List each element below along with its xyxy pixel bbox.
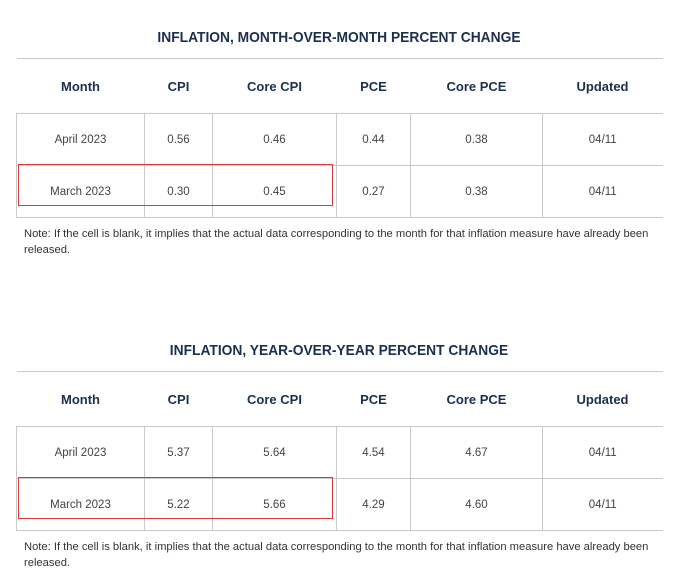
cell-pce: 0.44	[337, 114, 411, 166]
cell-cpi: 0.56	[145, 114, 213, 166]
yoy-header-row	[17, 372, 663, 427]
cell-core-cpi: 5.66	[213, 479, 337, 531]
cell-month: April 2023	[17, 114, 145, 166]
cell-pce: 0.27	[337, 166, 411, 218]
col-header-core-pce: Core PCE	[411, 372, 543, 427]
mom-highlight-box	[18, 164, 333, 206]
cell-core-pce: 4.67	[411, 427, 543, 479]
col-header-month: Month	[17, 59, 145, 114]
col-header-month: Month	[17, 372, 145, 427]
yoy-highlight-box	[18, 477, 333, 519]
mom-title: INFLATION, MONTH-OVER-MONTH PERCENT CHANGE	[157, 29, 521, 46]
cell-pce: 4.29	[337, 479, 411, 531]
col-header-updated: Updated	[543, 372, 663, 427]
cell-core-pce: 0.38	[411, 166, 543, 218]
cell-core-cpi: 0.46	[213, 114, 337, 166]
cell-core-cpi: 0.45	[213, 166, 337, 218]
cell-core-pce: 0.38	[411, 114, 543, 166]
col-header-cpi: CPI	[145, 372, 213, 427]
col-header-cpi: CPI	[145, 59, 213, 114]
cell-cpi: 5.37	[145, 427, 213, 479]
yoy-section	[16, 313, 662, 583]
mom-note: Note: If the cell is blank, it implies that the actual data corresponding to the month for that inflation measure have already been released.	[24, 228, 649, 256]
cell-pce: 4.54	[337, 427, 411, 479]
table-row	[17, 114, 663, 166]
cell-month: March 2023	[17, 479, 145, 531]
col-header-core-cpi: Core CPI	[213, 59, 337, 114]
col-header-updated: Updated	[543, 59, 663, 114]
yoy-title: INFLATION, YEAR-OVER-YEAR PERCENT CHANGE	[169, 342, 509, 359]
cell-month: March 2023	[17, 166, 145, 218]
mom-section	[16, 0, 662, 270]
mom-header-row	[17, 59, 663, 114]
cell-updated: 04/11	[543, 479, 663, 531]
cell-core-pce: 4.60	[411, 479, 543, 531]
table-row	[17, 427, 663, 479]
col-header-pce: PCE	[337, 372, 411, 427]
col-header-core-cpi: Core CPI	[213, 372, 337, 427]
cell-month: April 2023	[17, 427, 145, 479]
cell-updated: 04/11	[543, 166, 663, 218]
col-header-core-pce: Core PCE	[411, 59, 543, 114]
cell-cpi: 5.22	[145, 479, 213, 531]
cell-updated: 04/11	[543, 427, 663, 479]
cell-core-cpi: 5.64	[213, 427, 337, 479]
yoy-note: Note: If the cell is blank, it implies that the actual data corresponding to the month for that inflation measure have already been released.	[24, 541, 649, 569]
cell-cpi: 0.30	[145, 166, 213, 218]
cell-updated: 04/11	[543, 114, 663, 166]
col-header-pce: PCE	[337, 59, 411, 114]
